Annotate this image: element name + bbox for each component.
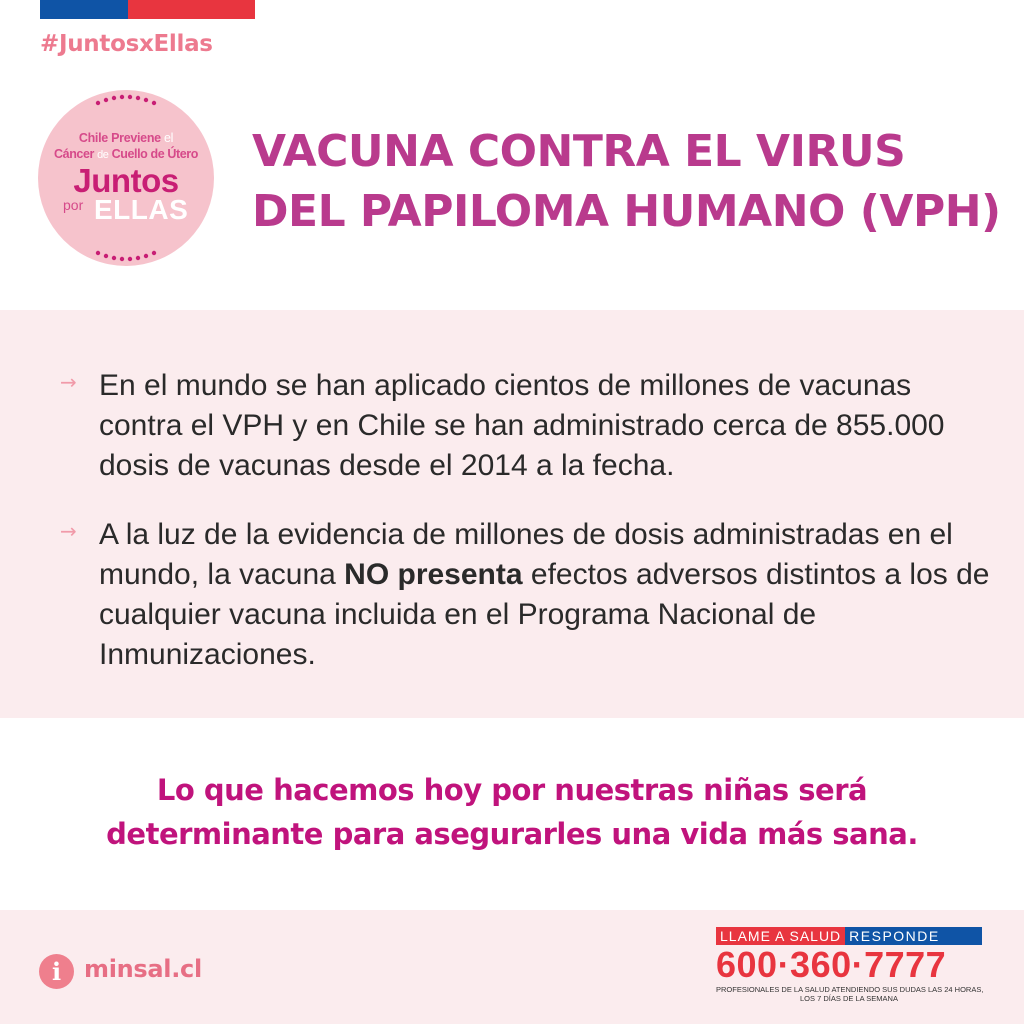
arrow-right-icon: →	[60, 370, 77, 394]
info-band	[0, 310, 1024, 718]
responde-left-label: LLAME A SALUD	[716, 927, 845, 945]
responde-right-label: RESPONDE	[845, 927, 982, 945]
salud-responde-bar	[716, 927, 982, 945]
closing-line-1: Lo que hacemos hoy por nuestras niñas será	[156, 773, 868, 807]
title-line-1: VACUNA CONTRA EL VIRUS	[252, 126, 906, 177]
hashtag: #JuntosxEllas	[40, 31, 213, 57]
flag-blue-segment	[40, 0, 128, 19]
bullet-text: A la luz de la evidencia de millones de dosis administradas en el mundo, la vacuna NO presenta efectos adversos distintos a los de cualquier vacuna incluida en el Programa Nacional de Inmunizaciones.	[99, 518, 990, 671]
badge-por: por	[63, 197, 84, 213]
emphasis-no-presenta: NO presenta	[344, 558, 523, 591]
website-link[interactable]: minsal.cl	[84, 955, 202, 983]
badge-line-1: Chile Previene el	[78, 131, 174, 145]
badge-ellas: ELLAS	[94, 194, 189, 225]
badge-juntos: Juntos	[73, 162, 179, 199]
info-icon: i	[39, 954, 74, 989]
responde-note	[716, 985, 982, 1003]
title-line-2: DEL PAPILOMA HUMANO (VPH)	[252, 186, 1001, 237]
closing-line-2: determinante para asegurarles una vida más sana.	[106, 817, 918, 851]
page-title	[252, 122, 1012, 242]
note-line-1: PROFESIONALES DE LA SALUD ATENDIENDO SUS DUDAS LAS 24 HORAS,	[716, 985, 984, 994]
closing-statement	[0, 768, 1024, 856]
juntos-por-ellas-logo	[38, 90, 214, 266]
flag-red-segment	[128, 0, 255, 19]
badge-line-2: Cáncer de Cuello de Útero	[54, 147, 198, 161]
phone-number[interactable]: 600·360·7777	[716, 944, 947, 985]
note-line-2: LOS 7 DÍAS DE LA SEMANA	[800, 994, 898, 1003]
footer	[0, 910, 1024, 1024]
bullet-text: En el mundo se han aplicado cientos de millones de vacunas contra el VPH y en Chile se han administrado cerca de 855.000 dosis de vacunas desde el 2014 a la fecha.	[99, 369, 945, 482]
flag-bar	[40, 0, 255, 19]
arrow-right-icon: →	[60, 519, 77, 543]
salud-responde-logo	[716, 927, 982, 1003]
